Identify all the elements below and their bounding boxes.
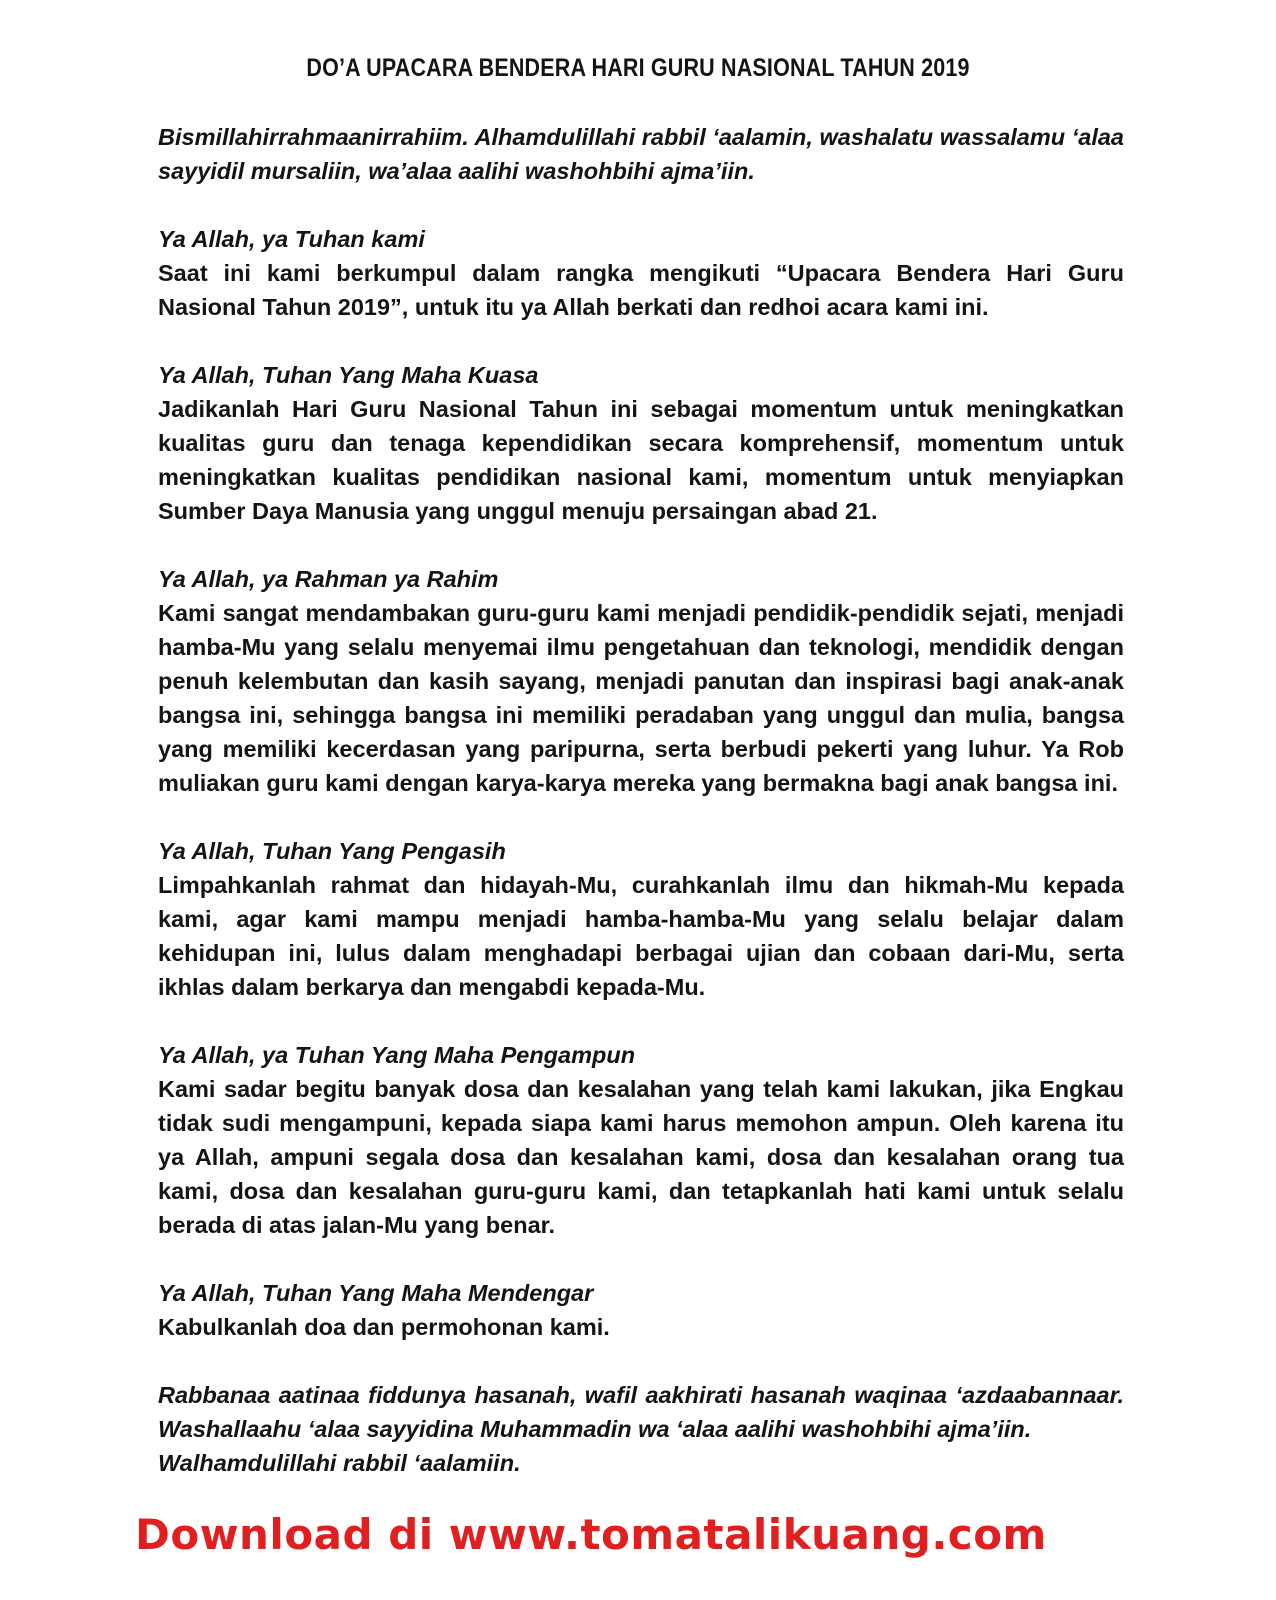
section-heading: Ya Allah, Tuhan Yang Pengasih [158, 838, 506, 864]
section-2 [158, 358, 1124, 528]
download-link[interactable]: Download di www.tomatalikuang.com [135, 1510, 1047, 1559]
section-3 [158, 562, 1124, 800]
section-5 [158, 1038, 1124, 1242]
section-1 [158, 222, 1124, 324]
section-heading: Ya Allah, Tuhan Yang Maha Mendengar [158, 1280, 594, 1306]
section-body: Kabulkanlah doa dan permohonan kami. [158, 1314, 610, 1340]
section-heading: Ya Allah, ya Tuhan kami [158, 226, 425, 252]
section-heading: Ya Allah, Tuhan Yang Maha Kuasa [158, 362, 539, 388]
section-heading: Ya Allah, ya Rahman ya Rahim [158, 566, 499, 592]
section-4 [158, 834, 1124, 1004]
section-body: Kami sangat mendambakan guru-guru kami menjadi pendidik-pendidik sejati, menjadi hamba-Mu yang selalu menyemai ilmu pengetahuan dan teknologi, mendidik dengan penuh kelembutan dan kasih sayang, menjadi panutan dan inspirasi bagi anak-anak bangsa ini, sehingga bangsa ini memiliki peradaban yang unggul dan mulia, bangsa yang memiliki kecerdasan yang paripurna, serta berbudi pekerti yang luhur. Ya Rob muliakan guru kami dengan karya-karya mereka yang bermakna bagi anak bangsa ini. [158, 600, 1124, 796]
opening-paragraph: Bismillahirrahmaanirrahiim. Alhamdulillahi rabbil ‘aalamin, washalatu wassalamu ‘alaa sayyidil mursaliin, wa’alaa aalihi washohbihi ajma’iin. [158, 124, 1124, 184]
section-body: Jadikanlah Hari Guru Nasional Tahun ini sebagai momentum untuk meningkatkan kualitas guru dan tenaga kependidikan secara komprehensif, momentum untuk meningkatkan kualitas pendidikan nasional kami, momentum untuk menyiapkan Sumber Daya Manusia yang unggul menuju persaingan abad 21. [158, 396, 1124, 524]
section-body: Kami sadar begitu banyak dosa dan kesalahan yang telah kami lakukan, jika Engkau tidak sudi mengampuni, kepada siapa kami harus memohon ampun. Oleh karena itu ya Allah, ampuni segala dosa dan kesalahan kami, dosa dan kesalahan orang tua kami, dosa dan kesalahan guru-guru kami, dan tetapkanlah hati kami untuk selalu berada di atas jalan-Mu yang benar. [158, 1076, 1124, 1238]
closing-line: Rabbanaa aatinaa fiddunya hasanah, wafil aakhirati hasanah waqinaa ‘azdaabannaar. [158, 1382, 1124, 1408]
section-6 [158, 1276, 1124, 1344]
closing-line: Washallaahu ‘alaa sayyidina Muhammadin wa ‘alaa aalihi washohbihi ajma’iin. [158, 1416, 1032, 1442]
section-body: Limpahkanlah rahmat dan hidayah-Mu, curahkanlah ilmu dan hikmah-Mu kepada kami, agar kami mampu menjadi hamba-hamba-Mu yang selalu belajar dalam kehidupan ini, lulus dalam menghadapi berbagai ujian dan cobaan dari-Mu, serta ikhlas dalam berkarya dan mengabdi kepada-Mu. [158, 872, 1124, 1000]
closing-prayer [158, 1378, 1124, 1480]
closing-line: Walhamdulillahi rabbil ‘aalamiin. [158, 1450, 521, 1476]
section-heading: Ya Allah, ya Tuhan Yang Maha Pengampun [158, 1042, 636, 1068]
section-body: Saat ini kami berkumpul dalam rangka mengikuti “Upacara Bendera Hari Guru Nasional Tahun 2019”, untuk itu ya Allah berkati dan redhoi acara kami ini. [158, 260, 1124, 320]
document-content [158, 120, 1124, 1480]
document-title: DO’A UPACARA BENDERA HARI GURU NASIONAL TAHUN 2019 [306, 54, 970, 82]
